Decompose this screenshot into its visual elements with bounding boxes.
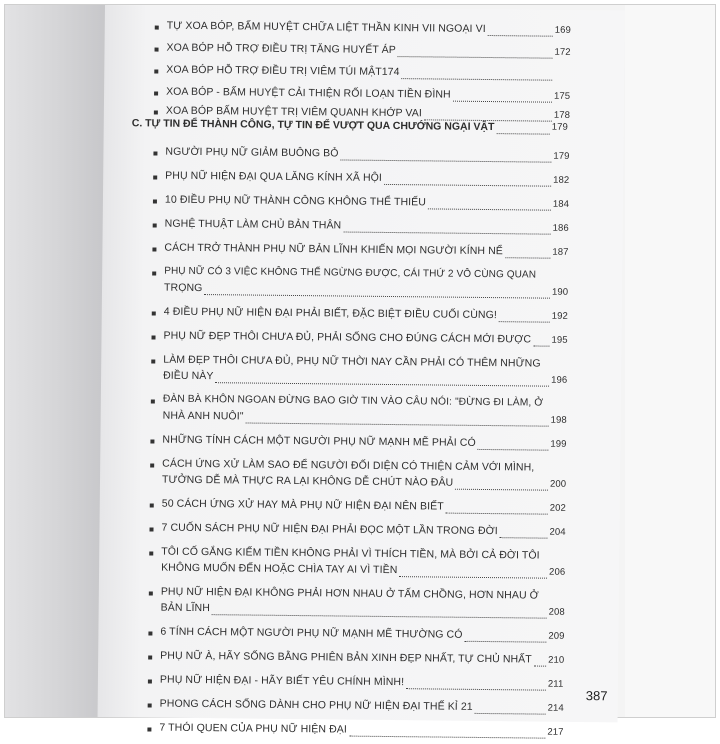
bullet-icon bbox=[147, 727, 151, 731]
bullet-icon bbox=[148, 679, 152, 683]
bullet-icon bbox=[151, 336, 155, 340]
toc-page-number: 195 bbox=[551, 334, 568, 346]
dot-leader bbox=[399, 576, 547, 579]
bullet-icon bbox=[149, 551, 153, 555]
toc-entry-title-continued: ĐIỀU NÀY bbox=[163, 369, 214, 383]
toc-entry-title: CÁCH ỨNG XỬ LÀM SAO ĐỂ NGƯỜI ĐỐI DIỆN CÓ THIỆN CẢM VỚI MÌNH, bbox=[162, 457, 535, 474]
toc-entry bbox=[154, 42, 594, 65]
toc-entry bbox=[148, 649, 588, 672]
bullet-icon bbox=[153, 152, 157, 156]
toc-entry-title: 6 TÍNH CÁCH MỘT NGƯỜI PHỤ NỮ MẠNH MẼ THƯỜNG CÓ bbox=[160, 625, 463, 641]
toc-entry-title: XOA BÓP HỖ TRỢ ĐIỀU TRỊ TĂNG HUYẾT ÁP bbox=[166, 41, 396, 57]
bullet-icon bbox=[149, 591, 153, 595]
bullet-icon bbox=[150, 439, 154, 443]
toc-entry-title: CÁCH TRỞ THÀNH PHỤ NỮ BẢN LĨNH KHIẾN MỌI NGƯỜI KÍNH NỂ bbox=[164, 241, 504, 258]
toc-entry-title: 7 CUỐN SÁCH PHỤ NỮ HIỆN ĐẠI PHẢI ĐỌC MỘT LẦN TRONG ĐỜI bbox=[161, 521, 498, 538]
section-heading: C. TỰ TIN ĐỂ THÀNH CÔNG, TỰ TIN ĐỂ VƯỢT QUA CHƯỚNG NGẠI VẬT bbox=[131, 117, 495, 134]
dot-leader bbox=[246, 422, 549, 426]
toc-page-number: 175 bbox=[554, 90, 571, 102]
dot-leader bbox=[428, 208, 551, 210]
toc-entry-title: PHỤ NỮ HIỆN ĐẠI - HÃY BIẾT YÊU CHÍNH MÌNH! bbox=[159, 673, 405, 689]
toc-page-number: 184 bbox=[552, 198, 570, 210]
toc-page-number: 199 bbox=[550, 438, 567, 450]
toc-entry-title: PHONG CÁCH SỐNG DÀNH CHO PHỤ NỮ HIỆN ĐẠI THẾ KỈ 21 bbox=[159, 697, 473, 713]
bullet-icon bbox=[150, 503, 154, 507]
background bbox=[625, 5, 715, 717]
book-spine-edge bbox=[5, 5, 105, 717]
toc-entry-title: NGƯỜI PHỤ NỮ GIẢM BUÔNG BỎ bbox=[165, 145, 339, 160]
toc-entry bbox=[150, 457, 590, 496]
dot-leader bbox=[424, 119, 552, 121]
toc-entry-title: 7 THÓI QUEN CỦA PHỤ NỮ HIỆN ĐẠI bbox=[159, 721, 347, 736]
dot-leader bbox=[475, 713, 546, 715]
toc-entry bbox=[153, 170, 593, 193]
dot-leader bbox=[477, 449, 548, 451]
dot-leader bbox=[534, 666, 546, 667]
toc-page-number: 190 bbox=[551, 286, 569, 298]
dot-leader bbox=[340, 159, 551, 162]
bullet-icon bbox=[155, 48, 159, 52]
bullet-icon bbox=[152, 248, 156, 252]
toc-entry bbox=[152, 306, 592, 329]
dot-leader bbox=[488, 35, 553, 37]
toc-entry-title: TỰ XOA BÓP, BẤM HUYỆT CHỮA LIỆT THẦN KINH VII NGOẠI VI bbox=[166, 19, 486, 35]
page-number: 387 bbox=[585, 688, 608, 704]
toc-page-number: 192 bbox=[551, 310, 568, 322]
toc-entry bbox=[155, 20, 595, 43]
bullet-icon bbox=[149, 527, 153, 531]
bullet-icon bbox=[151, 360, 155, 364]
toc-page-number: 210 bbox=[548, 654, 565, 666]
book-page bbox=[98, 5, 625, 738]
toc-entry-title: NGHỆ THUẬT LÀM CHỦ BẢN THÂN bbox=[164, 217, 342, 232]
toc-page-number: 178 bbox=[553, 109, 571, 121]
bullet-icon bbox=[153, 224, 157, 228]
toc-entry bbox=[153, 218, 593, 241]
toc-page-number: 206 bbox=[549, 566, 566, 578]
dot-leader bbox=[453, 101, 552, 103]
bullet-icon bbox=[153, 176, 157, 180]
toc-entry-title: XOA BÓP BẤM HUYỆT TRỊ VIÊM QUANH KHỚP VAI bbox=[165, 104, 422, 120]
toc-page-number: 182 bbox=[553, 174, 570, 186]
dot-leader bbox=[384, 184, 551, 187]
toc-entry bbox=[151, 354, 591, 393]
dot-leader bbox=[204, 294, 550, 299]
dot-leader bbox=[344, 232, 551, 235]
dot-leader bbox=[499, 321, 550, 323]
toc-entry bbox=[152, 266, 592, 305]
dot-leader bbox=[499, 537, 547, 539]
dot-leader bbox=[505, 257, 550, 258]
dot-leader bbox=[446, 513, 548, 515]
bullet-icon bbox=[152, 272, 156, 276]
bullet-icon bbox=[154, 92, 158, 96]
bullet-icon bbox=[151, 400, 155, 404]
toc-entry bbox=[148, 697, 588, 720]
dot-leader bbox=[212, 614, 547, 619]
toc-entry-title-continued: TRỌNG bbox=[163, 281, 203, 295]
bullet-icon bbox=[152, 312, 156, 316]
toc-entry-title-continued: NHÀ ANH NUÔI" bbox=[162, 409, 244, 423]
toc-entry-title: XOA BÓP - BẤM HUYỆT CẢI THIỆN RỐI LOẠN TIỀN ĐÌNH bbox=[166, 85, 451, 101]
toc-page-number: 198 bbox=[550, 414, 567, 426]
toc-page-number: 204 bbox=[549, 526, 566, 538]
toc-entry bbox=[154, 64, 594, 87]
toc-entry bbox=[147, 721, 587, 744]
toc-page-number: 200 bbox=[549, 478, 567, 490]
toc-entry bbox=[148, 625, 588, 648]
toc-page-number: 179 bbox=[553, 150, 570, 162]
toc-entry-title: 50 CÁCH ỨNG XỬ HAY MÀ PHỤ NỮ HIỆN ĐẠI NÊN BIẾT bbox=[161, 497, 444, 513]
toc-entry bbox=[150, 497, 590, 520]
toc-page-number: 209 bbox=[548, 630, 565, 642]
bullet-icon bbox=[148, 655, 152, 659]
toc-page-number: 172 bbox=[554, 46, 571, 58]
bullet-icon bbox=[154, 111, 158, 115]
dot-leader bbox=[464, 641, 546, 643]
dot-leader bbox=[397, 56, 552, 59]
toc-page-number: 217 bbox=[547, 726, 564, 738]
toc-page-number: 196 bbox=[551, 374, 568, 386]
dot-leader bbox=[406, 688, 546, 690]
toc-page-number: 187 bbox=[552, 246, 569, 258]
bullet-icon bbox=[150, 463, 154, 467]
toc-page-number: 169 bbox=[554, 24, 571, 36]
toc-entry-title: PHỤ NỮ ĐẸP THÔI CHƯA ĐỦ, PHẢI SỐNG CHO ĐÚNG CÁCH MỚI ĐƯỢC bbox=[163, 329, 532, 346]
toc-entry-title: 4 ĐIỀU PHỤ NỮ HIỆN ĐẠI PHẢI BIẾT, ĐẶC BIỆT ĐIỀU CUỐI CÙNG! bbox=[163, 305, 497, 322]
bullet-icon bbox=[148, 703, 152, 707]
toc-page-number: 214 bbox=[547, 702, 564, 714]
toc-entry bbox=[148, 673, 588, 696]
dot-leader bbox=[349, 736, 545, 739]
bullet-icon bbox=[148, 631, 152, 635]
toc-entry-title: PHỤ NỮ HIỆN ĐẠI KHÔNG PHẢI HƠN NHAU Ở TẤM CHỒNG, HƠN NHAU Ở bbox=[160, 585, 539, 602]
toc-entry-title: ĐÀN BÀ KHÔN NGOAN ĐỪNG BAO GIỜ TIN VÀO CÂU NÓI: "ĐỪNG ĐI LÀM, Ở bbox=[162, 393, 544, 409]
toc-entry bbox=[149, 585, 589, 624]
toc-entry bbox=[153, 146, 593, 169]
toc-entry-title-continued: BẢN LĨNH bbox=[160, 601, 210, 615]
toc-entry-title: NHỮNG TÍNH CÁCH MỘT NGƯỜI PHỤ NỮ MẠNH MẼ PHẢI CÓ bbox=[162, 433, 476, 449]
toc-entry bbox=[149, 521, 589, 544]
section-leader bbox=[497, 133, 550, 135]
toc-entry-title: 10 ĐIỀU PHỤ NỮ THÀNH CÔNG KHÔNG THỂ THIẾU bbox=[164, 193, 427, 209]
toc-entry-title: PHỤ NỮ CÓ 3 VIỆC KHÔNG THỂ NGỪNG ĐƯỢC, CÁI THỨ 2 VÔ CÙNG QUAN bbox=[164, 265, 537, 281]
toc-entry-title-continued: TƯỞNG DỄ MÀ THỰC RA LẠI KHÔNG DỄ CHÚT NÀO ĐÂU bbox=[161, 473, 454, 489]
toc-entry-title: XOA BÓP HỖ TRỢ ĐIỀU TRỊ VIÊM TÚI MẬT174 bbox=[166, 63, 400, 79]
toc-entry bbox=[150, 434, 590, 457]
photo-frame bbox=[4, 4, 716, 738]
dot-leader bbox=[401, 78, 552, 81]
toc-page-number: 202 bbox=[549, 502, 566, 514]
toc-entry bbox=[149, 545, 589, 584]
toc-entry-title: TÔI CỐ GẮNG KIẾM TIỀN KHÔNG PHẢI VÌ THÍCH TIỀN, MÀ BỞI CẢ ĐỜI TÔI bbox=[161, 545, 540, 562]
dot-leader bbox=[533, 346, 549, 347]
toc-entry bbox=[151, 394, 591, 433]
toc-entry bbox=[152, 242, 592, 265]
toc-entry-title: PHỤ NỮ HIỆN ĐẠI QUA LĂNG KÍNH XÃ HỘI bbox=[165, 169, 383, 184]
toc-entry-title: PHỤ NỮ À, HÃY SỐNG BẰNG PHIÊN BẢN XINH ĐẸP NHẤT, TỰ CHỦ NHẤT bbox=[160, 649, 532, 666]
toc-page-number: 211 bbox=[547, 678, 564, 690]
bullet-icon bbox=[155, 26, 159, 30]
toc-entry bbox=[151, 330, 591, 353]
toc-entry-title: LÀM ĐẸP THÔI CHƯA ĐỦ, PHỤ NỮ THỜI NAY CẦN PHẢI CÓ THÊM NHỮNG bbox=[163, 353, 541, 370]
toc-page-number: 186 bbox=[552, 222, 569, 234]
toc-entry bbox=[153, 194, 593, 217]
dot-leader bbox=[215, 382, 549, 386]
bullet-icon bbox=[154, 70, 158, 74]
dot-leader bbox=[455, 489, 548, 491]
bullet-icon bbox=[153, 200, 157, 204]
section-page-number: 179 bbox=[551, 121, 568, 133]
toc-entry-title-continued: KHÔNG MUỐN ĐẾN HOẶC CHÌA TAY AI VÌ TIỀN bbox=[161, 561, 398, 577]
toc-page-number: 208 bbox=[548, 606, 565, 618]
